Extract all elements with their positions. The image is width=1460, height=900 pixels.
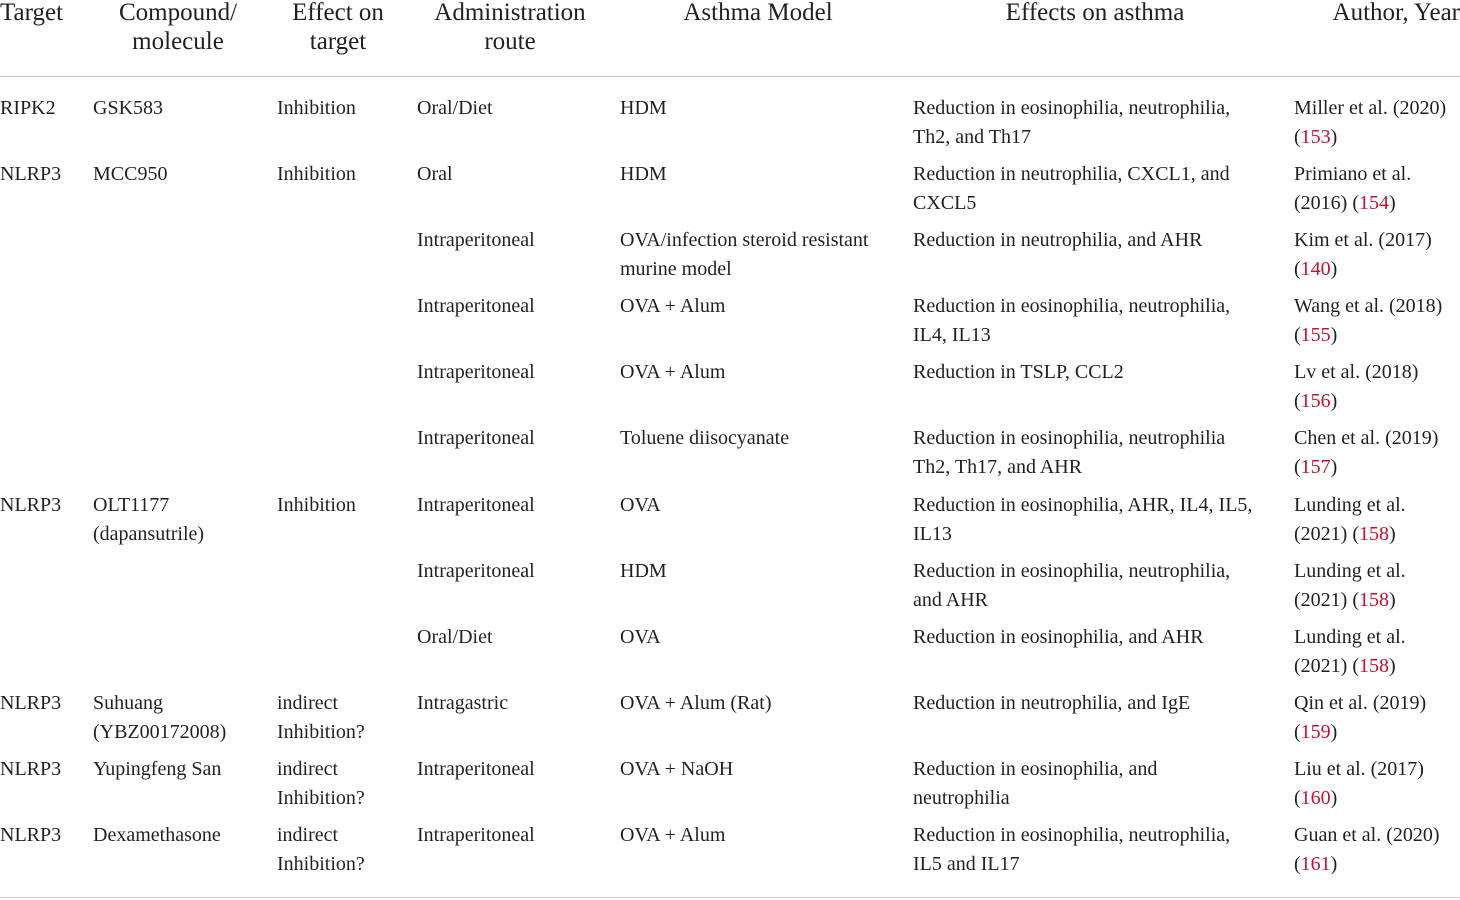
cell-author: Lv et al. (2018) (156) <box>1294 361 1419 412</box>
cell-route: Oral <box>417 163 453 185</box>
header-effects-on-asthma: Effects on asthma <box>1005 0 1185 26</box>
cell-author: Lunding et al. (2021) (158) <box>1294 626 1406 677</box>
cell-author: Liu et al. (2017) (160) <box>1294 758 1424 809</box>
reference-link[interactable]: 155 <box>1300 324 1331 346</box>
cell-author: Miller et al. (2020) (153) <box>1294 97 1447 148</box>
cell-route: Intragastric <box>417 692 509 714</box>
cell-target: RIPK2 <box>0 97 56 119</box>
cell-compound: GSK583 <box>93 97 164 119</box>
cell-effects: Reduction in eosinophilia, neutrophilia, and AHR <box>913 560 1231 611</box>
cell-route: Intraperitoneal <box>417 427 535 449</box>
cell-target: NLRP3 <box>0 692 62 714</box>
cell-effect: indirect Inhibition? <box>277 758 365 809</box>
cell-model: OVA/infection steroid resistant murine model <box>620 229 869 280</box>
reference-link[interactable]: 158 <box>1358 655 1389 677</box>
cell-route: Intraperitoneal <box>417 494 535 516</box>
cell-effects: Reduction in eosinophilia, neutrophilia, IL5 and IL17 <box>913 824 1231 875</box>
table-header <box>0 0 1460 77</box>
reference-link[interactable]: 159 <box>1300 721 1331 743</box>
reference-link[interactable]: 160 <box>1300 787 1331 809</box>
cell-author: Wang et al. (2018) (155) <box>1294 295 1443 346</box>
reference-link[interactable]: 156 <box>1300 390 1331 412</box>
cell-effects: Reduction in neutrophilia, CXCL1, and CXCL5 <box>913 163 1230 214</box>
reference-link[interactable]: 157 <box>1300 456 1331 478</box>
cell-author: Chen et al. (2019) (157) <box>1294 427 1439 478</box>
cell-effects: Reduction in eosinophilia, and neutrophilia <box>913 758 1158 809</box>
cell-effects: Reduction in eosinophilia, AHR, IL4, IL5, IL13 <box>913 494 1253 545</box>
cell-effect: Inhibition <box>277 494 356 516</box>
cell-model: OVA + Alum <box>620 361 726 383</box>
cell-effect: indirect Inhibition? <box>277 692 365 743</box>
reference-link[interactable]: 158 <box>1358 589 1389 611</box>
cell-author: Primiano et al. (2016) (154) <box>1294 163 1412 214</box>
reference-link[interactable]: 161 <box>1300 853 1331 875</box>
cell-effects: Reduction in TSLP, CCL2 <box>913 361 1124 383</box>
cell-route: Oral/Diet <box>417 97 493 119</box>
header-asthma-model: Asthma Model <box>683 0 833 26</box>
cell-route: Intraperitoneal <box>417 824 535 846</box>
cell-model: OVA + Alum <box>620 295 726 317</box>
cell-target: NLRP3 <box>0 758 62 780</box>
cell-route: Intraperitoneal <box>417 361 535 383</box>
cell-author: Lunding et al. (2021) (158) <box>1294 560 1406 611</box>
header-compound: Compound/ molecule <box>118 0 238 55</box>
reference-link[interactable]: 140 <box>1300 258 1331 280</box>
header-target: Target <box>0 0 64 26</box>
cell-route: Intraperitoneal <box>417 229 535 251</box>
cell-model: OVA + Alum (Rat) <box>620 692 772 714</box>
cell-model: OVA <box>620 626 661 648</box>
header-author-year: Author, Year <box>1332 0 1460 26</box>
cell-target: NLRP3 <box>0 824 62 846</box>
cell-effects: Reduction in eosinophilia, neutrophilia Th2, Th17, and AHR <box>913 427 1226 478</box>
cell-model: OVA <box>620 494 661 516</box>
cell-route: Intraperitoneal <box>417 560 535 582</box>
cell-route: Oral/Diet <box>417 626 493 648</box>
cell-compound: Suhuang (YBZ00172008) <box>93 692 227 743</box>
cell-effects: Reduction in eosinophilia, and AHR <box>913 626 1204 648</box>
reference-link[interactable]: 154 <box>1358 192 1389 214</box>
header-effect-on-target: Effect on target <box>292 0 384 55</box>
cell-author: Lunding et al. (2021) (158) <box>1294 494 1406 545</box>
reference-link[interactable]: 158 <box>1358 523 1389 545</box>
bottom-rule <box>0 897 1460 898</box>
cell-author: Qin et al. (2019) (159) <box>1294 692 1427 743</box>
cell-author: Guan et al. (2020) (161) <box>1294 824 1440 875</box>
cell-author: Kim et al. (2017) (140) <box>1294 229 1432 280</box>
cell-target: NLRP3 <box>0 163 62 185</box>
cell-model: Toluene diisocyanate <box>620 427 790 449</box>
cell-compound: Yupingfeng San <box>93 758 222 780</box>
cell-route: Intraperitoneal <box>417 295 535 317</box>
reference-link[interactable]: 153 <box>1300 126 1331 148</box>
cell-effects: Reduction in neutrophilia, and IgE <box>913 692 1191 714</box>
cell-route: Intraperitoneal <box>417 758 535 780</box>
cell-model: HDM <box>620 163 667 185</box>
cell-model: HDM <box>620 97 667 119</box>
cell-effect: Inhibition <box>277 97 356 119</box>
cell-compound: OLT1177 (dapansutrile) <box>93 494 205 545</box>
cell-model: HDM <box>620 560 667 582</box>
cell-effects: Reduction in eosinophilia, neutrophilia, IL4, IL13 <box>913 295 1231 346</box>
cell-effects: Reduction in eosinophilia, neutrophilia, Th2, and Th17 <box>913 97 1231 148</box>
cell-target: NLRP3 <box>0 494 62 516</box>
cell-model: OVA + Alum <box>620 824 726 846</box>
header-administration-route: Administration route <box>434 0 586 55</box>
cell-effects: Reduction in neutrophilia, and AHR <box>913 229 1203 251</box>
cell-effect: Inhibition <box>277 163 356 185</box>
cell-compound: MCC950 <box>93 163 168 185</box>
cell-model: OVA + NaOH <box>620 758 734 780</box>
cell-compound: Dexamethasone <box>93 824 221 846</box>
cell-effect: indirect Inhibition? <box>277 824 365 875</box>
